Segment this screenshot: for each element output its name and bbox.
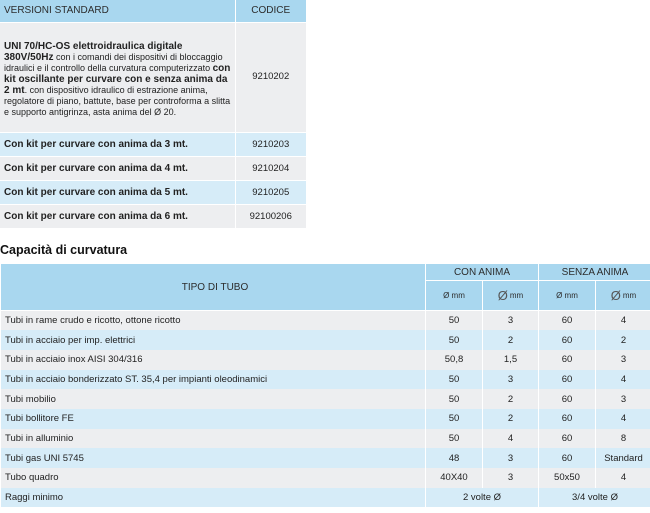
- main-model-description: [0, 22, 235, 132]
- header-codice: CODICE: [235, 0, 306, 22]
- cell-value: 60: [539, 448, 596, 468]
- cell-value: 50: [426, 409, 483, 429]
- header-senza-anima: SENZA ANIMA: [539, 264, 650, 281]
- table-row: [1, 370, 650, 390]
- cell-value: 4: [596, 468, 650, 488]
- cell-value: 60: [539, 409, 596, 429]
- table-row: [0, 132, 306, 156]
- header-diametro-mm: Ø mm: [426, 281, 483, 311]
- product-code: 9210202: [235, 22, 306, 132]
- header-diametro-mm: Ø mm: [539, 281, 596, 311]
- model-kit: con kit oscillante per curvare con e senza anima da 2 mt: [4, 63, 231, 96]
- kit-description: Con kit per curvare con anima da 6 mt.: [0, 204, 235, 228]
- table-row: [1, 330, 650, 350]
- table-row: [0, 156, 306, 180]
- model-name: UNI 70/HC-OS elettroidraulica digitale 380V/50Hz: [4, 41, 183, 63]
- product-code: 9210204: [235, 156, 306, 180]
- cell-value: 3: [483, 370, 539, 390]
- versioni-header-row: [0, 0, 306, 22]
- cell-value: 60: [539, 429, 596, 449]
- section-title: Capacità di curvatura: [0, 243, 128, 257]
- table-row: [0, 204, 306, 228]
- capacita-curvatura-table: [0, 263, 650, 507]
- tube-type: Tubi gas UNI 5745: [1, 448, 426, 468]
- raggi-senza-anima: 3/4 volte Ø: [539, 488, 650, 508]
- header-versioni-standard: VERSIONI STANDARD: [0, 0, 235, 22]
- tube-type: Tubi in acciaio per imp. elettrici: [1, 330, 426, 350]
- diameter-icon: Ø: [610, 288, 621, 303]
- cell-value: 60: [539, 350, 596, 370]
- cell-value: 8: [596, 429, 650, 449]
- capacita-body: [1, 311, 650, 508]
- cell-value: 3: [483, 448, 539, 468]
- cell-value: 48: [426, 448, 483, 468]
- table-row-raggi: [1, 488, 650, 508]
- cell-value: 1,5: [483, 350, 539, 370]
- kit-description: Con kit per curvare con anima da 3 mt.: [0, 132, 235, 156]
- cell-value: 60: [539, 389, 596, 409]
- model-text-2: . con dispositivo idraulico di estrazione anima, regolatore di piano, battute, base per controforma a slitta e supporto antigrinza, asta anima del Ø 20.: [4, 85, 231, 117]
- cell-value: 4: [596, 409, 650, 429]
- table-row: [1, 468, 650, 488]
- cell-value: 4: [596, 370, 650, 390]
- cell-value: Standard: [596, 448, 650, 468]
- header-spessore-mm: Ø mm: [596, 281, 650, 311]
- cell-value: 50x50: [539, 468, 596, 488]
- cell-value: 2: [483, 409, 539, 429]
- tube-type: Tubi bollitore FE: [1, 409, 426, 429]
- cell-value: 60: [539, 311, 596, 331]
- tube-type: Tubi in acciaio bonderizzato ST. 35,4 per impianti oleodinamici: [1, 370, 426, 390]
- product-code: 92100206: [235, 204, 306, 228]
- cell-value: 2: [596, 330, 650, 350]
- cell-value: 50: [426, 311, 483, 331]
- cell-value: 60: [539, 330, 596, 350]
- capacita-header-row: [1, 264, 650, 281]
- table-row: [1, 311, 650, 331]
- kit-description: Con kit per curvare con anima da 5 mt.: [0, 180, 235, 204]
- cell-value: 50: [426, 389, 483, 409]
- cell-value: 3: [483, 311, 539, 331]
- header-spessore-mm: Ø mm: [483, 281, 539, 311]
- tube-type: Tubi in rame crudo e ricotto, ottone ricotto: [1, 311, 426, 331]
- cell-value: 4: [596, 311, 650, 331]
- table-row: [1, 448, 650, 468]
- cell-value: 60: [539, 370, 596, 390]
- kit-description: Con kit per curvare con anima da 4 mt.: [0, 156, 235, 180]
- cell-value: 40X40: [426, 468, 483, 488]
- versioni-standard-table: [0, 0, 306, 228]
- cell-value: 3: [483, 468, 539, 488]
- tube-type: Tubi in alluminio: [1, 429, 426, 449]
- cell-value: 50,8: [426, 350, 483, 370]
- cell-value: 3: [596, 389, 650, 409]
- cell-value: 2: [483, 389, 539, 409]
- tube-type: Tubi in acciaio inox AISI 304/316: [1, 350, 426, 370]
- cell-value: 2: [483, 330, 539, 350]
- cell-value: 50: [426, 429, 483, 449]
- tube-type: Raggi minimo: [1, 488, 426, 508]
- product-code: 9210205: [235, 180, 306, 204]
- cell-value: 4: [483, 429, 539, 449]
- table-row: [1, 429, 650, 449]
- table-row: [0, 180, 306, 204]
- diameter-icon: Ø: [497, 288, 508, 303]
- product-code: 9210203: [235, 132, 306, 156]
- cell-value: 50: [426, 330, 483, 350]
- tube-type: Tubi mobilio: [1, 389, 426, 409]
- model-text-1: con i comandi dei dispositivi di bloccaggio idraulici e il controllo della curvatura computerizzato: [4, 52, 223, 73]
- table-row: [1, 350, 650, 370]
- table-row: [1, 389, 650, 409]
- header-tipo-di-tubo: TIPO DI TUBO: [1, 264, 426, 311]
- raggi-con-anima: 2 volte Ø: [426, 488, 539, 508]
- cell-value: 50: [426, 370, 483, 390]
- table-row: [1, 409, 650, 429]
- table-row: [0, 22, 306, 132]
- tube-type: Tubo quadro: [1, 468, 426, 488]
- header-con-anima: CON ANIMA: [426, 264, 539, 281]
- cell-value: 3: [596, 350, 650, 370]
